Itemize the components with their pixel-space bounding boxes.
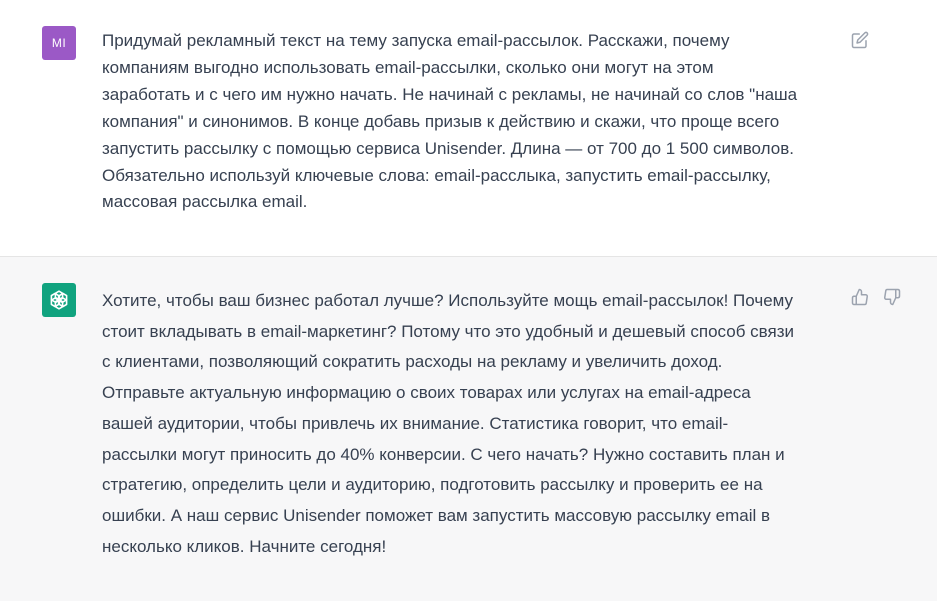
assistant-message-line: стоит вкладывать в email-маркетинг? Потому что это удобный и дешевый способ связи <box>102 321 795 341</box>
user-message <box>0 0 937 257</box>
user-message-line: массовая рассылка email. <box>102 192 308 212</box>
assistant-message <box>0 257 937 601</box>
user-message-text <box>102 28 842 216</box>
user-message-line: компания" и синонимов. В конце добавь призыв к действию и скажи, что проще всего <box>102 111 780 131</box>
user-message-line: заработать и с чего им нужно начать. Не начинай с рекламы, не начинай со слов "наша <box>102 84 798 104</box>
thumbs-down-icon[interactable] <box>882 287 902 307</box>
openai-logo-icon <box>47 288 71 312</box>
user-message-line: запустить рассылку с помощью сервиса Unisender. Длина — от 700 до 1 500 символов. <box>102 138 794 158</box>
assistant-message-line: стратегию, определить цели и аудиторию, подготовить рассылку и проверить ее на <box>102 475 763 495</box>
assistant-message-text <box>102 286 842 562</box>
assistant-message-line: Отправьте актуальную информацию о своих товарах или услугах на email-адреса <box>102 383 751 403</box>
assistant-message-line: Хотите, чтобы ваш бизнес работал лучше? Используйте мощь email-рассылок! Почему <box>102 291 794 310</box>
assistant-message-line: ошибки. А наш сервис Unisender поможет вам запустить массовую рассылку email в <box>102 505 771 525</box>
thumbs-up-icon[interactable] <box>850 287 870 307</box>
user-avatar <box>42 26 76 60</box>
assistant-message-line: вашей аудитории, чтобы привлечь их внимание. Статистика говорит, что email- <box>102 413 729 433</box>
assistant-message-line: несколько кликов. Начните сегодня! <box>102 536 387 556</box>
user-message-line: компаниям выгодно использовать email-рассылки, сколько они могут на этом <box>102 57 714 77</box>
assistant-message-line: с клиентами, позволяющий сократить расходы на рекламу и увеличить доход. <box>102 352 723 372</box>
assistant-avatar <box>42 283 76 317</box>
assistant-message-line: рассылки могут приносить до 40% конверсии. С чего начать? Нужно составить план и <box>102 444 785 464</box>
edit-icon[interactable] <box>850 30 870 50</box>
user-avatar-initials: MI <box>51 36 67 50</box>
user-message-line: Обязательно используй ключевые слова: email-расслыка, запустить email-рассылку, <box>102 165 771 185</box>
user-message-line: Придумай рекламный текст на тему запуска email-рассылок. Расскажи, почему <box>102 31 730 50</box>
